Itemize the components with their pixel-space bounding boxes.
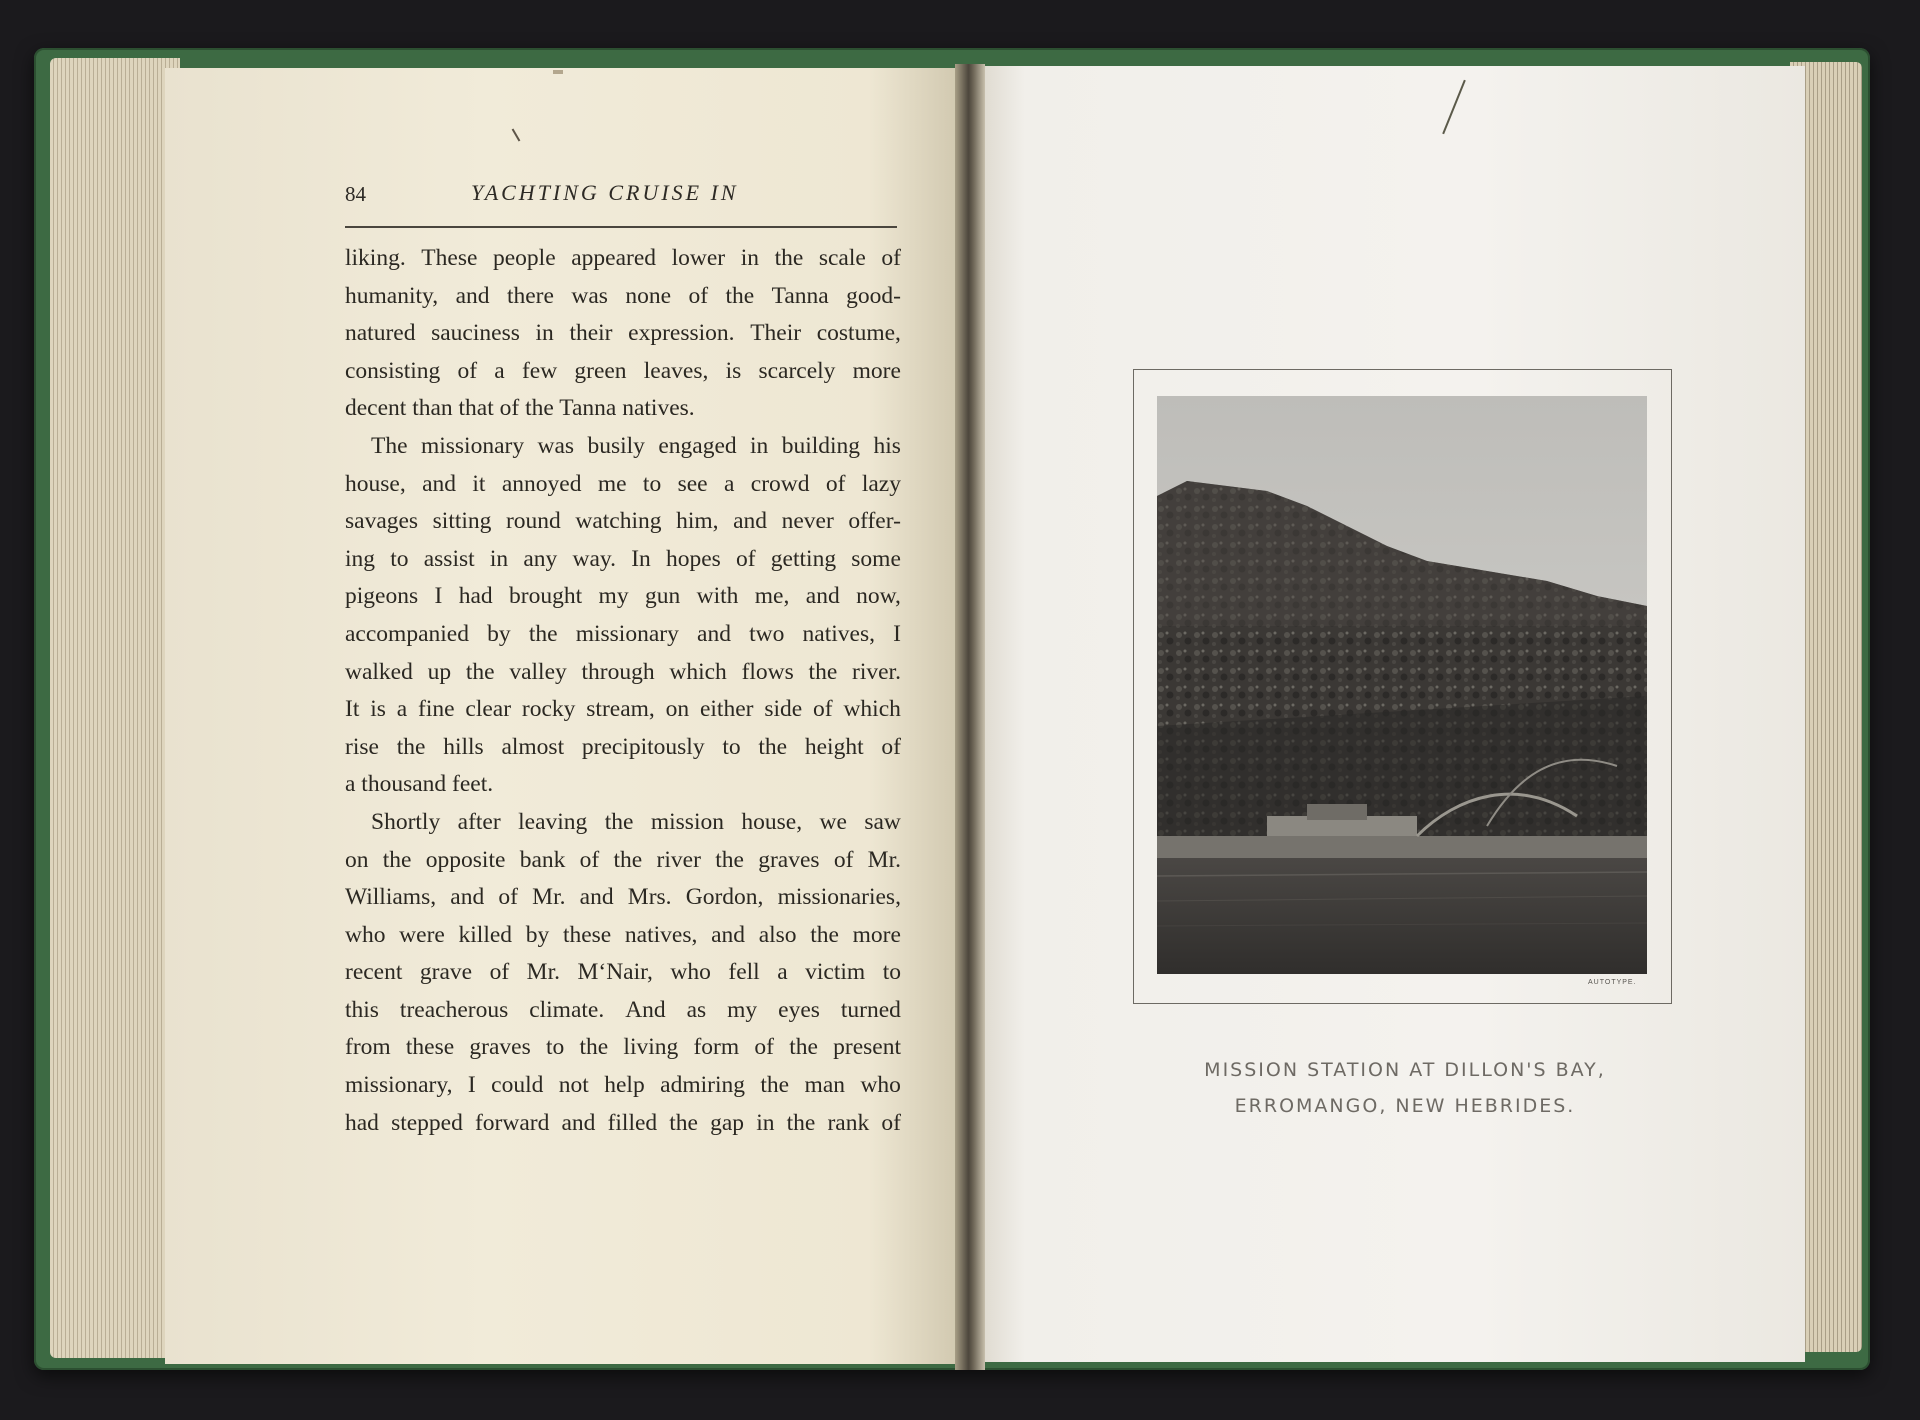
word: busily [587,432,645,459]
word: and [805,583,840,610]
word: Mr. [867,846,901,873]
word: up [427,658,452,685]
word: his [873,432,901,459]
word: the [396,733,426,760]
caption-line-1: MISSION STATION AT DILLON'S BAY, [1204,1059,1606,1081]
word: a [723,470,735,497]
word: by [525,921,550,948]
word: the [725,282,755,309]
word: of [881,733,901,760]
body-text [345,240,901,1142]
word: grave [419,959,473,986]
word: accompanied [345,620,469,647]
word: ing [345,545,376,572]
word: almost [501,733,565,760]
word: engaged [658,432,737,459]
left-page-edges [50,58,180,1358]
word: in [756,1109,775,1136]
word: It [345,696,360,723]
word: Gordon, [685,884,764,911]
word: I [467,1072,476,1099]
word: Mr. [526,959,560,986]
word: of [813,696,833,723]
word: which [669,658,727,685]
word: lower [671,245,726,271]
word: rank [827,1109,870,1136]
word: is [370,696,386,723]
word: gun [644,583,681,610]
word: annoyed [501,470,582,497]
word: the [758,733,788,760]
word: none [625,282,672,309]
running-head [345,178,900,218]
word: treacherous [399,996,509,1023]
word: turned [840,996,901,1023]
word: to [722,733,741,760]
word: my [598,583,629,610]
word: natives, [624,921,698,948]
text-line [345,691,901,729]
word: now, [856,583,901,610]
word: the [465,658,495,685]
word: assist [423,545,475,572]
word: missionary, [345,1072,453,1099]
word: him, [676,508,719,535]
text-line [345,1067,901,1105]
word: of [736,545,756,572]
word: savages [345,508,419,535]
line-text: decent than that of the Tanna natives. [345,395,695,422]
text-line [345,729,901,767]
word: fine [418,696,455,723]
word: not [558,1072,589,1099]
word: more [852,921,901,948]
text-line [345,1105,901,1143]
word: with [696,583,739,610]
line-text: a thousand feet. [345,771,494,798]
word: these [562,921,612,948]
word: Mrs. [627,884,672,911]
word: house, [345,470,406,497]
paper-speck [553,70,563,74]
word: of [688,282,709,309]
word: these [405,1034,455,1061]
word: killed [458,921,513,948]
word: costume, [816,320,901,347]
word: clear [465,696,512,723]
text-line [345,766,901,804]
word: mission [650,808,724,835]
word: this [345,996,379,1023]
word: scale [818,245,866,271]
word: victim [805,959,866,986]
plate-caption [1140,1052,1670,1124]
word: walked [345,658,413,685]
word: after [457,808,501,835]
word: lazy [861,470,901,497]
word: more [852,357,901,384]
word: leaving [518,808,588,835]
word: which [843,696,901,723]
book-gutter [955,64,985,1370]
word: the [789,1034,818,1061]
text-line [345,503,901,541]
word: In [631,545,651,572]
text-line [345,879,901,917]
word: few [521,357,558,384]
word: river. [852,658,901,685]
word: through [581,658,655,685]
word: natives, [802,620,875,647]
word: expression. [628,320,735,347]
word: rocky [521,696,576,723]
word: flows [741,658,794,685]
word: graves [758,846,820,873]
word: two [749,620,785,647]
word: on [345,846,369,873]
word: leaves, [643,357,709,384]
word: admiring [660,1072,745,1099]
word: side [764,696,803,723]
word: as [686,996,707,1023]
word: missionary [420,432,525,459]
text-line [345,390,901,428]
word: people [493,245,556,271]
word: hills [443,733,484,760]
word: was [571,282,608,309]
word: also [758,921,797,948]
word: of [754,1034,774,1061]
word: it [472,470,486,497]
text-line [345,353,901,391]
word: my [727,996,758,1023]
word: the [382,846,412,873]
word: offer- [848,508,901,535]
word: in [489,545,509,572]
header-rule [345,226,897,228]
word: getting [770,545,837,572]
word: and [455,282,490,309]
word: the [808,658,838,685]
text-line [345,428,901,466]
word: me [597,470,627,497]
word: in [740,245,759,271]
word: any [523,545,558,572]
word: there [506,282,554,309]
word: from [345,1034,391,1061]
word: stream, [586,696,655,723]
word: stepped [391,1109,463,1136]
word: Williams, [345,884,437,911]
word: who [345,921,386,948]
word: eyes [778,996,820,1023]
word: sitting [432,508,492,535]
word: These [421,245,478,271]
word: could [491,1072,544,1099]
word: man [804,1072,846,1099]
word: crowd [750,470,810,497]
word: of [457,357,478,384]
word: and [733,508,768,535]
word: Mr. [532,884,566,911]
word: is [725,357,742,384]
word: gap [710,1109,745,1136]
word: help [604,1072,645,1099]
word: saw [864,808,901,835]
word: present [833,1034,901,1061]
word: to [390,545,409,572]
text-line [345,278,901,316]
word: of [489,959,510,986]
word: of [881,245,901,271]
word: me, [754,583,790,610]
word: the [810,921,839,948]
caption-line-2: ERROMANGO, NEW HEBRIDES. [1234,1095,1576,1117]
word: Shortly [371,808,441,835]
word: watching [575,508,662,535]
word: form [693,1034,740,1061]
word: and [561,1109,596,1136]
printer-mark: AUTOTYPE. [1588,979,1637,986]
text-line [345,541,901,579]
word: opposite [425,846,506,873]
word: The [371,432,408,459]
word: way. [572,545,616,572]
word: consisting [345,357,441,384]
word: graves [469,1034,531,1061]
word: brought [509,583,583,610]
word: pigeons [345,583,419,610]
word: rise [345,733,379,760]
word: we [819,808,847,835]
word: the [786,1109,816,1136]
word: to [882,959,901,986]
word: never [781,508,834,535]
word: height [804,733,864,760]
word: missionaries, [777,884,901,911]
text-line [345,804,901,842]
word: natured [345,320,416,347]
word: in [535,320,554,347]
text-line [345,654,901,692]
word: had [458,583,493,610]
word: M‘Nair, [577,959,653,986]
word: precipitously [581,733,705,760]
word: liking. [345,245,406,271]
word: building [781,432,861,459]
word: good- [846,282,901,309]
word: the [528,620,558,647]
word: a [494,357,505,384]
word: who [860,1072,901,1099]
photograph-mission-station [1157,396,1647,974]
word: of [881,1109,901,1136]
word: I [434,583,443,610]
text-line [345,842,901,880]
text-line [345,616,901,654]
word: house, [741,808,803,835]
text-line [345,466,901,504]
word: missionary [575,620,679,647]
word: and [579,884,614,911]
word: to [545,1034,565,1061]
word: forward [474,1109,550,1136]
word: river [656,846,701,873]
word: of [825,470,846,497]
word: and [422,470,457,497]
word: Tanna [771,282,829,309]
word: the [579,1034,609,1061]
word: the [669,1109,698,1136]
word: some [851,545,901,572]
text-line [345,240,901,278]
word: the [774,245,804,271]
word: the [613,846,643,873]
word: on [665,696,690,723]
text-line [345,1029,901,1067]
word: humanity, [345,282,439,309]
word: of [498,884,518,911]
word: their [569,320,613,347]
word: by [487,620,511,647]
word: climate. [529,996,605,1023]
word: of [833,846,854,873]
word: in [750,432,769,459]
text-line [345,578,901,616]
word: the [604,808,634,835]
word: and [450,884,485,911]
text-line [345,992,901,1030]
word: bank [519,846,566,873]
word: was [537,432,575,459]
word: of [579,846,600,873]
text-line [345,315,901,353]
word: and [697,620,731,647]
word: green [574,357,627,384]
running-title: YACHTING CRUISE IN [471,180,739,205]
word: who [670,959,711,986]
word: hopes [665,545,721,572]
word: round [505,508,561,535]
word: filled [607,1109,658,1136]
word: had [345,1109,379,1136]
word: the [715,846,744,873]
word: appeared [571,245,657,271]
word: sauciness [431,320,520,347]
word: to [642,470,662,497]
word: the [760,1072,790,1099]
word: either [699,696,754,723]
word: were [399,921,445,948]
word: Their [750,320,802,347]
word: And [625,996,666,1023]
page-number: 84 [345,182,366,206]
word: and [711,921,745,948]
text-line [345,954,901,992]
word: recent [345,959,403,986]
word: valley [509,658,567,685]
word: scarcely [758,357,836,384]
word: fell [728,959,760,986]
word: a [777,959,788,986]
word: see [677,470,708,497]
word: I [893,620,901,647]
text-line [345,917,901,955]
word: living [623,1034,679,1061]
word: a [396,696,408,723]
